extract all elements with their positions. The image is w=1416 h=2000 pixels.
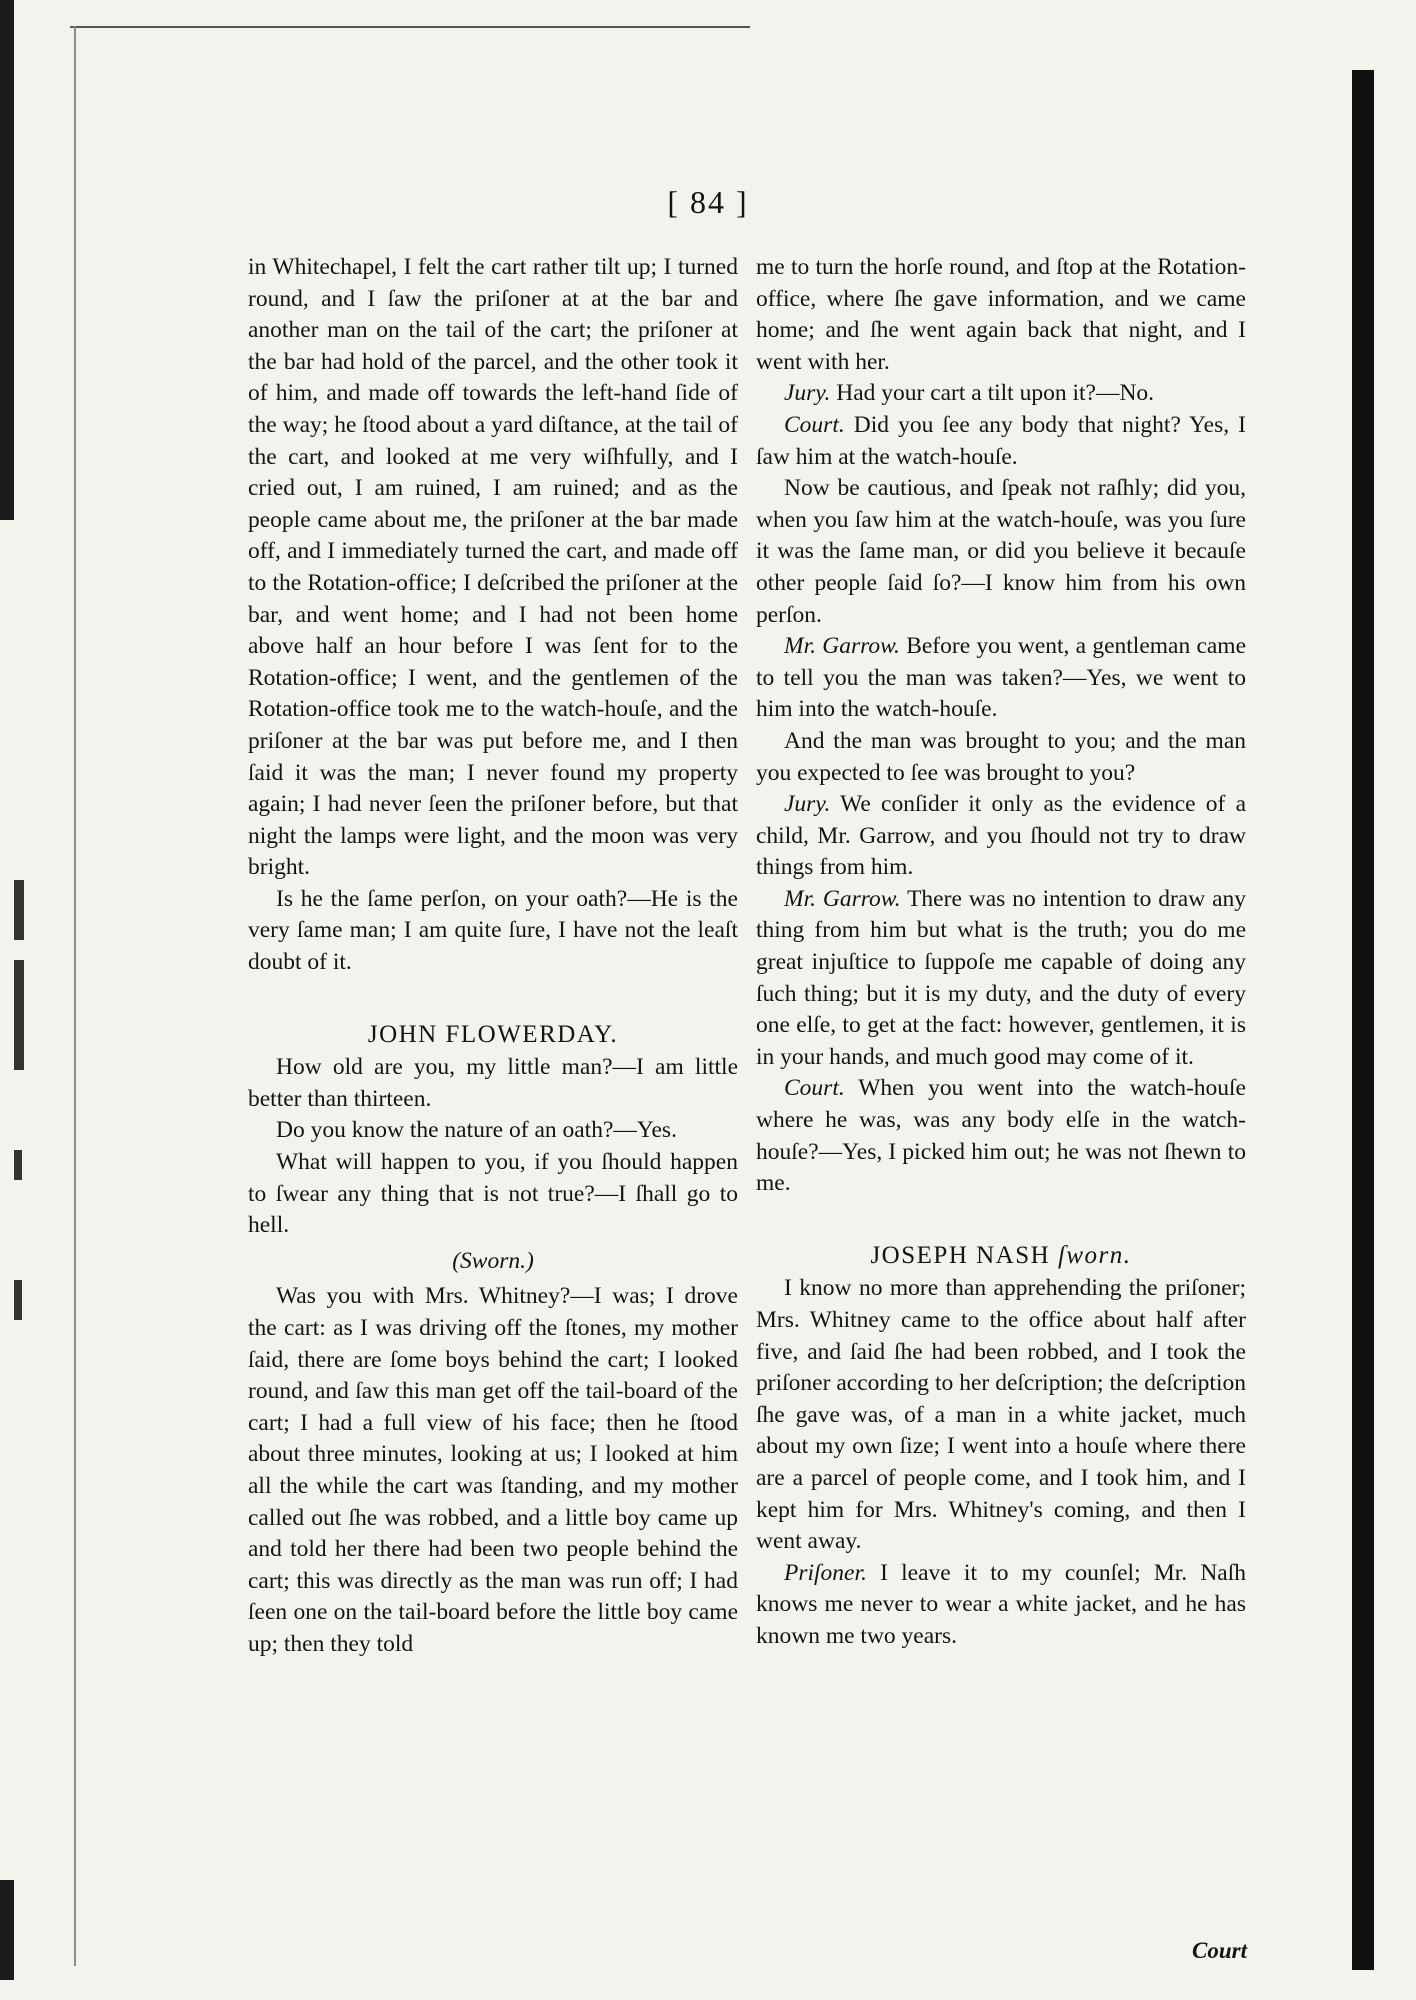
paragraph: Do you know the nature of an oath?—Yes.: [276, 1117, 677, 1144]
scan-mark: [14, 1150, 22, 1180]
sworn-note: (Sworn.): [452, 1247, 534, 1274]
catchword: Court: [1192, 1938, 1247, 1963]
paragraph: Is he the ſame perſon, on your oath?—He is the very ſame man; I am quite ſure, I have not the leaſt doubt of it.: [248, 885, 738, 976]
paragraph: [756, 884, 1246, 1074]
right-column: [756, 252, 1246, 1653]
witness-heading: [756, 1240, 1246, 1272]
scan-top-rule: [70, 26, 750, 28]
paragraph: Now be cautious, and ſpeak not raſhly; did you, when you ſaw him at the watch-houſe, was you ſure it was the ſame man, or did you believe it becauſe other people ſaid ſo?—I know him from his own perſon.: [756, 475, 1246, 628]
page-number: [ 84 ]: [667, 184, 749, 220]
paragraph: [756, 378, 1246, 410]
speech: When you went into the watch-houſe where he was, was any body elſe in the watch-houſe?—Yes, I picked him out; he was not ſhewn to me.: [756, 1075, 1246, 1197]
paragraph: And the man was brought to you; and the man you expected to ſee was brought to you?: [756, 727, 1246, 786]
left-column: [248, 252, 738, 1661]
paragraph: How old are you, my little man?—I am little better than thirteen.: [248, 1054, 738, 1112]
scan-left-rule: [74, 26, 76, 1966]
scan-mark: [14, 1280, 22, 1320]
witness-name: JOSEPH NASH: [870, 1241, 1051, 1269]
speaker: Court.: [784, 1075, 845, 1102]
speaker: Mr. Garrow.: [784, 885, 901, 912]
speaker: Jury.: [784, 380, 831, 407]
speaker: Court.: [784, 411, 845, 438]
speech: I leave it to my counſel; Mr. Naſh knows me never to wear a white jacket, and he has known me two years.: [756, 1559, 1247, 1649]
paragraph: Was you with Mrs. Whitney?—I was; I drove the cart: as I was driving off the ſtones, my mother ſaid, there are ſome boys behind the cart; I looked round, and ſaw this man get off the tail-board of the cart; I had a full view of his face; then he ſtood about three minutes, looking at us; I looked at him all the while the cart was ſtanding, and my mother called out ſhe was robbed, and a little boy came up and told her there had been two people behind the cart; this was directly as the man was run off; I had ſeen one on the tail-board before the little boy came up; then they told: [248, 1283, 738, 1657]
paragraph: [756, 631, 1246, 726]
paragraph: [756, 1073, 1246, 1199]
speech: We conſider it only as the evidence of a child, Mr. Garrow, and you ſhould not try to draw things from him.: [756, 791, 1247, 881]
speech: Did you ſee any body that night? Yes, I ſaw him at the watch-houſe.: [756, 411, 1247, 470]
paragraph: [756, 410, 1246, 473]
scan-edge-left-bottom: [0, 1880, 14, 1980]
speaker: Jury.: [784, 791, 831, 818]
speaker: Priſoner.: [784, 1559, 867, 1586]
paragraph: [756, 789, 1246, 884]
paragraph: What will happen to you, if you ſhould happen to ſwear any thing that is not true?—I ſhall go to hell.: [248, 1149, 738, 1239]
scan-edge-right: [1352, 70, 1374, 1970]
sworn-suffix: ſworn.: [1057, 1241, 1132, 1269]
scan-mark: [14, 960, 24, 1070]
speech: Had your cart a tilt upon it?—No.: [836, 380, 1155, 407]
paragraph: in Whitechapel, I felt the cart rather tilt up; I turned round, and I ſaw the priſoner at at the bar and another man on the tail of the cart; the priſoner at the bar had hold of the parcel, and the other took it of him, and made off towards the left-hand ſide of the way; he ſtood about a yard diſtance, at the tail of the cart, and looked at me very wiſhfully, and I cried out, I am ruined, I am ruined; and as the people came about me, the priſoner at the bar made off, and I immediately turned the cart, and made off to the Rotation-office; I deſcribed the priſoner at the bar, and went home; and I had not been home above half an hour before I was ſent for to the Rotation-office; I went, and the gentlemen of the Rotation-office took me to the watch-houſe, and the priſoner at the bar was put before me, and I then ſaid it was the man; I never found my property again; I had never ſeen the priſoner before, but that night the lamps were light, and the moon was very bright.: [248, 254, 738, 881]
scan-edge-left: [0, 0, 14, 520]
witness-heading: JOHN FLOWERDAY.: [367, 1020, 619, 1048]
speech: There was no intention to draw any thing from him but what is the truth; you do me great injuſtice to ſuppoſe me capable of doing any ſuch thing; but it is my duty, and the duty of every one elſe, to get at the fact: however, gentlemen, it is in your hands, and much good may come of it.: [756, 885, 1247, 1070]
paragraph: I know no more than apprehending the priſoner; Mrs. Whitney came to the office about half after five, and ſaid ſhe had been robbed, and I took the priſoner according to her deſcription; the deſcription ſhe gave was, of a man in a white jacket, much about my own ſize; I went into a houſe where there are a parcel of people come, and I took him, and I kept him for Mrs. Whitney's coming, and then I went away.: [756, 1275, 1246, 1555]
paragraph: [756, 1558, 1246, 1653]
speech: Before you went, a gentleman came to tell you the man was taken?—Yes, we went to him into the watch-houſe.: [756, 633, 1247, 723]
paragraph: me to turn the horſe round, and ſtop at the Rotation-office, where ſhe gave information, and we came home; and ſhe went again back that night, and I went with her.: [756, 254, 1246, 375]
scan-mark: [14, 880, 24, 940]
speaker: Mr. Garrow.: [784, 633, 900, 660]
